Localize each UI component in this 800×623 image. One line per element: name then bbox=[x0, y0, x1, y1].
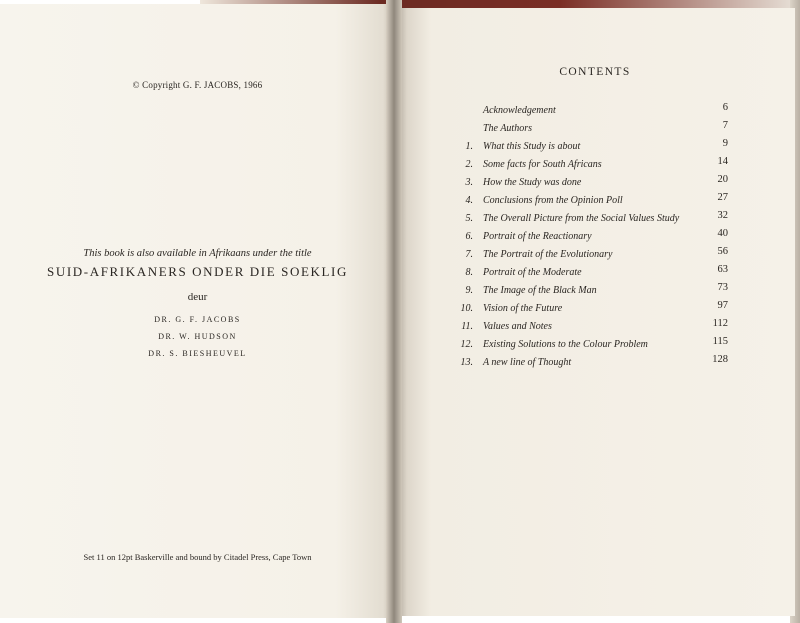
toc-entry-title: Acknowledgement bbox=[483, 105, 556, 116]
by-word: deur bbox=[187, 291, 208, 303]
contents-heading: CONTENTS bbox=[559, 66, 631, 78]
toc-entry bbox=[440, 336, 745, 354]
left-page bbox=[0, 4, 395, 618]
book-gutter bbox=[386, 0, 402, 623]
table-of-contents bbox=[440, 102, 745, 372]
toc-entry-page: 128 bbox=[712, 354, 728, 365]
toc-entry-number: 2. bbox=[465, 159, 473, 170]
toc-entry-number: 9. bbox=[465, 285, 473, 296]
author-name: DR. W. HUDSON bbox=[158, 332, 237, 341]
toc-entry bbox=[440, 246, 745, 264]
toc-entry-page: 32 bbox=[717, 210, 728, 221]
afrikaans-title: SUID-AFRIKANERS ONDER DIE SOEKLIG bbox=[47, 264, 348, 279]
toc-entry-number: 10. bbox=[460, 303, 473, 314]
author-name: DR. S. BIESHEUVEL bbox=[148, 349, 247, 358]
toc-entry-number: 5. bbox=[465, 213, 473, 224]
toc-entry-page: 112 bbox=[712, 318, 728, 329]
toc-entry-number: 7. bbox=[465, 249, 473, 260]
toc-entry-page: 40 bbox=[717, 228, 728, 239]
toc-entry-page: 63 bbox=[717, 264, 728, 275]
toc-entry-title: Vision of the Future bbox=[483, 303, 563, 314]
toc-entry-title: The Image of the Black Man bbox=[483, 285, 597, 296]
toc-entry-number: 4. bbox=[465, 195, 473, 206]
toc-entry-page: 56 bbox=[717, 246, 728, 257]
toc-entry bbox=[440, 354, 745, 372]
toc-entry bbox=[440, 138, 745, 156]
toc-entry bbox=[440, 120, 745, 138]
toc-entry-number: 12. bbox=[460, 339, 473, 350]
author-name: DR. G. F. JACOBS bbox=[154, 315, 241, 324]
toc-entry-number: 3. bbox=[465, 177, 473, 188]
toc-entry bbox=[440, 228, 745, 246]
toc-entry-title: The Overall Picture from the Social Values Study bbox=[483, 213, 680, 224]
toc-entry-title: Portrait of the Moderate bbox=[483, 267, 582, 278]
toc-entry-number: 11. bbox=[461, 321, 473, 332]
toc-entry-number: 1. bbox=[465, 141, 473, 152]
toc-entry-page: 27 bbox=[717, 192, 728, 203]
toc-entry-page: 6 bbox=[722, 102, 728, 113]
toc-entry-page: 7 bbox=[722, 120, 728, 131]
toc-entry-title: Portrait of the Reactionary bbox=[483, 231, 592, 242]
toc-entry-page: 14 bbox=[717, 156, 728, 167]
availability-note: This book is also available in Afrikaans under the title bbox=[83, 248, 312, 259]
author-list bbox=[0, 311, 395, 362]
toc-entry bbox=[440, 264, 745, 282]
toc-entry-page: 115 bbox=[712, 336, 728, 347]
toc-entry-title: The Portrait of the Evolutionary bbox=[483, 249, 613, 260]
printer-note: Set 11 on 12pt Baskerville and bound by Citadel Press, Cape Town bbox=[83, 552, 312, 562]
toc-entry-page: 97 bbox=[717, 300, 728, 311]
toc-entry-title: Values and Notes bbox=[483, 321, 552, 332]
toc-entry bbox=[440, 318, 745, 336]
toc-entry-number: 8. bbox=[465, 267, 473, 278]
toc-entry bbox=[440, 102, 745, 120]
toc-entry bbox=[440, 174, 745, 192]
toc-entry-page: 20 bbox=[717, 174, 728, 185]
toc-entry-title: Some facts for South Africans bbox=[483, 159, 602, 170]
toc-entry bbox=[440, 300, 745, 318]
copyright-line: © Copyright G. F. JACOBS, 1966 bbox=[132, 80, 263, 90]
toc-entry-title: What this Study is about bbox=[483, 141, 581, 152]
toc-entry-title: Existing Solutions to the Colour Problem bbox=[483, 339, 648, 350]
toc-entry-title: The Authors bbox=[483, 123, 532, 134]
toc-entry bbox=[440, 156, 745, 174]
toc-entry-title: How the Study was done bbox=[483, 177, 582, 188]
toc-entry-title: A new line of Thought bbox=[483, 357, 572, 368]
toc-entry-page: 9 bbox=[722, 138, 728, 149]
toc-entry bbox=[440, 282, 745, 300]
toc-entry bbox=[440, 210, 745, 228]
toc-entry-number: 13. bbox=[460, 357, 473, 368]
toc-entry-number: 6. bbox=[465, 231, 473, 242]
toc-entry bbox=[440, 192, 745, 210]
toc-entry-page: 73 bbox=[717, 282, 728, 293]
toc-entry-title: Conclusions from the Opinion Poll bbox=[483, 195, 623, 206]
